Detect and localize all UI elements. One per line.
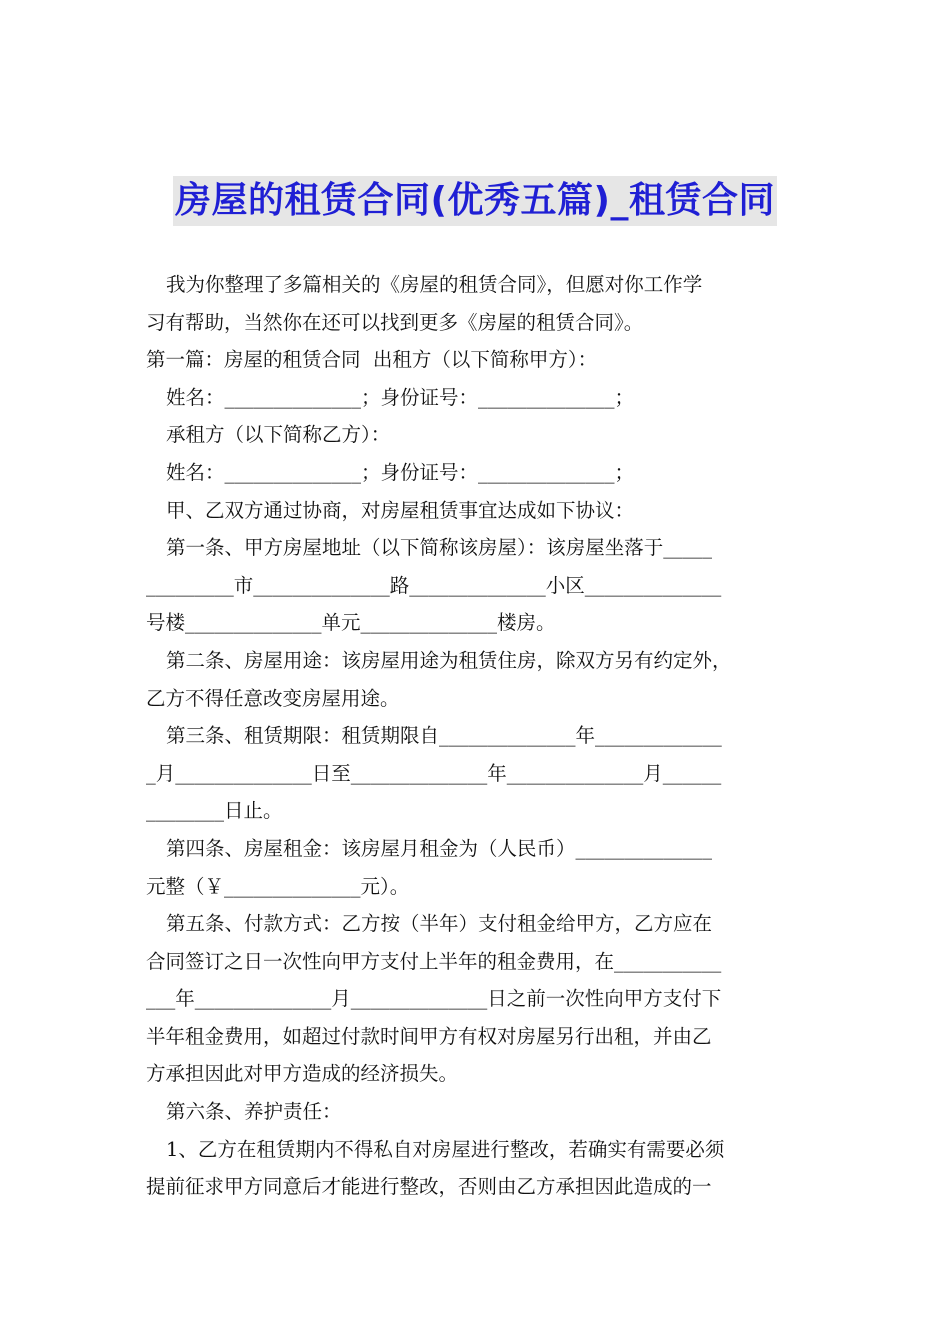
body-line: 承租方（以下简称乙方）： xyxy=(166,423,391,447)
body-line: 半年租金费用，如超过付款时间甲方有权对房屋另行出租，并由乙 xyxy=(146,1024,712,1048)
body-line: 方承担因此对甲方造成的经济损失。 xyxy=(146,1062,459,1086)
body-line: 第六条、养护责任： xyxy=(166,1100,342,1124)
body-line: 号楼______________单元______________楼房。 xyxy=(146,611,556,635)
body-line: 习有帮助，当然你在还可以找到更多《房屋的租赁合同》。 xyxy=(146,310,644,334)
body-line: ________日止。 xyxy=(146,799,283,823)
body-line: 1、乙方在租赁期内不得私自对房屋进行整改，若确实有需要必须 xyxy=(166,1137,725,1161)
body-line: 甲、乙双方通过协商，对房屋租赁事宜达成如下协议： xyxy=(166,498,635,522)
title-wrapper xyxy=(0,176,950,226)
body-line: ___年______________月______________日之前一次性向甲方支付下 xyxy=(146,987,722,1011)
body-line: _月______________日至______________年______________月______ xyxy=(146,761,722,785)
body-line: _________市______________路______________小区______________ xyxy=(146,573,722,597)
body-line: 第二条、房屋用途：该房屋用途为租赁住房，除双方另有约定外， xyxy=(166,648,732,672)
body-line: 乙方不得任意改变房屋用途。 xyxy=(146,686,400,710)
document-body xyxy=(146,266,814,1206)
body-line: 我为你整理了多篇相关的《房屋的租赁合同》，但愿对你工作学 xyxy=(166,273,703,296)
document-title: 房屋的租赁合同(优秀五篇)_租赁合同 xyxy=(173,176,777,226)
body-line: 第一条、甲方房屋地址（以下简称该房屋）：该房屋坐落于_____ xyxy=(166,536,713,560)
body-line: 第一篇：房屋的租赁合同 出租方（以下简称甲方）： xyxy=(146,348,598,372)
body-line: 姓名：______________；身份证号：______________； xyxy=(166,460,635,484)
body-line: 第三条、租赁期限：租赁期限自______________年_____________ xyxy=(166,724,722,748)
body-line: 合同签订之日一次性向甲方支付上半年的租金费用，在___________ xyxy=(146,949,722,973)
body-line: 姓名：______________；身份证号：______________； xyxy=(166,385,635,409)
body-line: 提前征求甲方同意后才能进行整改，否则由乙方承担因此造成的一 xyxy=(146,1175,712,1199)
body-line: 第五条、付款方式：乙方按（半年）支付租金给甲方，乙方应在 xyxy=(166,912,713,936)
body-line: 第四条、房屋租金：该房屋月租金为（人民币）______________ xyxy=(166,836,713,860)
body-line: 元整（￥______________元）。 xyxy=(146,874,410,898)
